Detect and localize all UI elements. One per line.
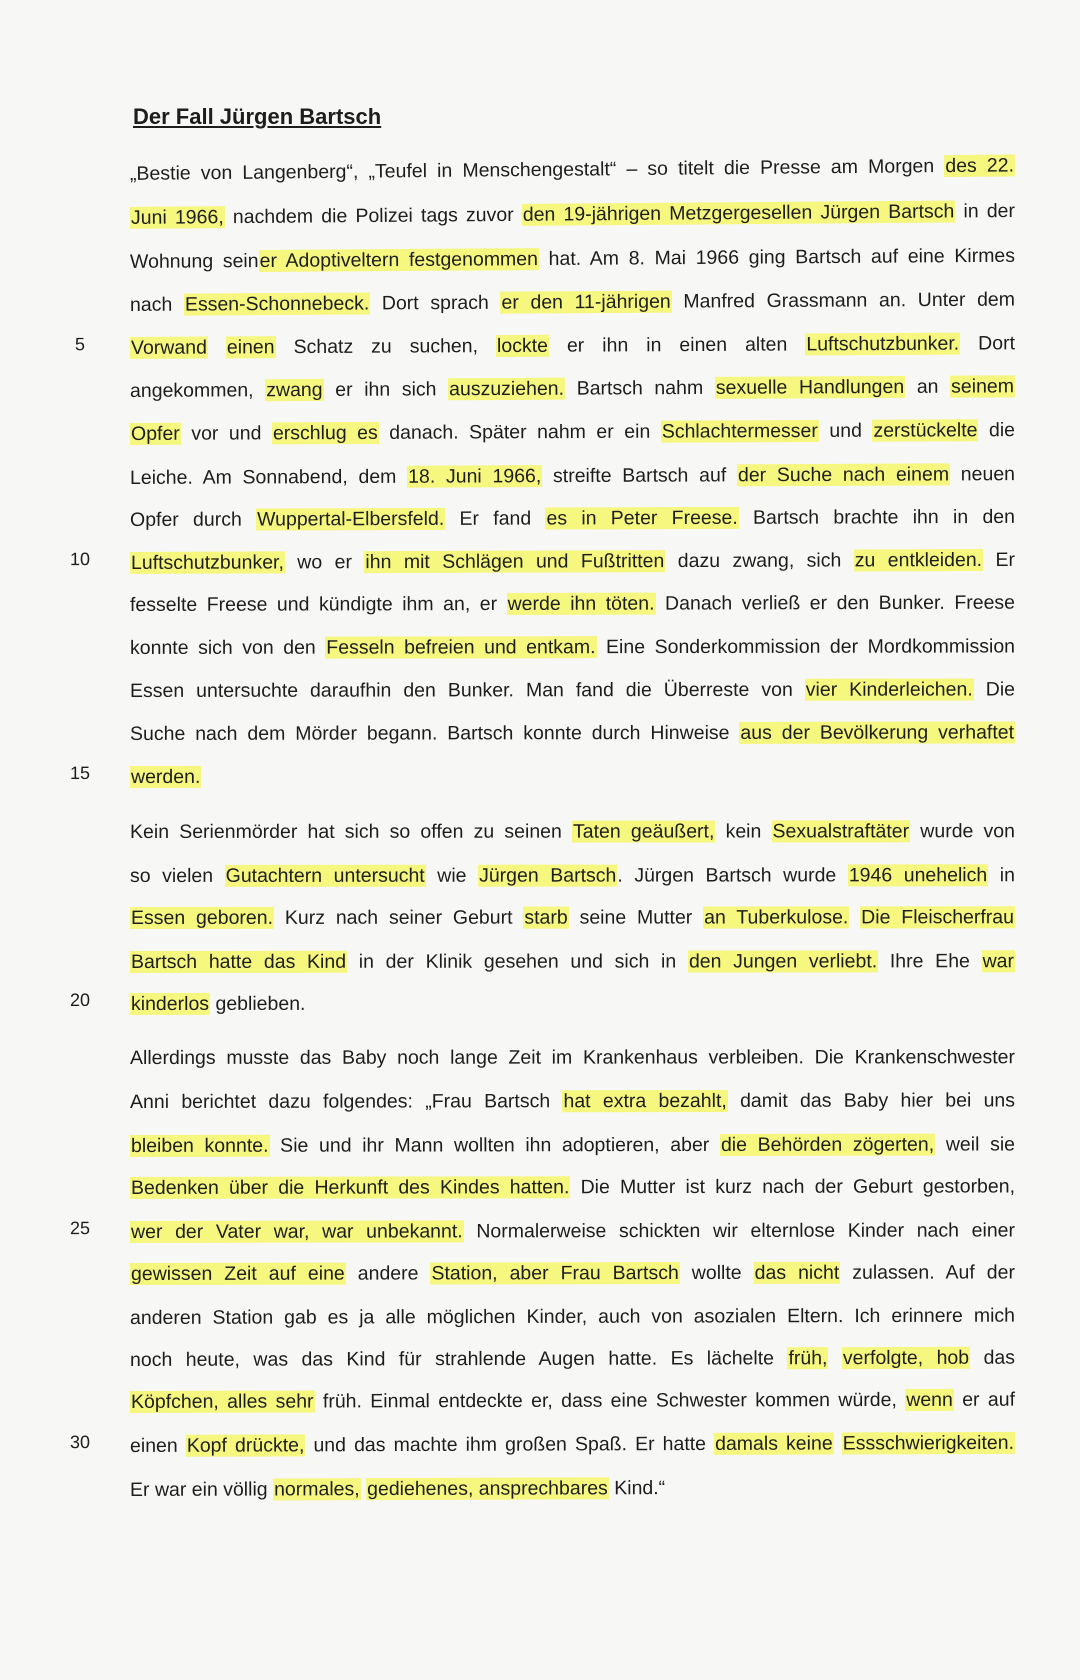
highlighter-mark: es in Peter Freese. — [546, 506, 738, 530]
line-text: Kein Serienmörder hat sich so offen zu seinen Taten geäußert, kein Sexualstraftäter wurde von — [129, 820, 1016, 843]
line-number: 10 — [69, 549, 91, 570]
text-line — [0, 1421, 1080, 1469]
highlighter-mark: früh, — [788, 1347, 828, 1370]
highlighter-mark: auszuziehen. — [449, 377, 565, 401]
line-text: Luftschutzbunker, wo er ihn mit Schlägen und Fußtritten dazu zwang, sich zu entkleiden. Er — [130, 548, 1016, 574]
highlighter-mark: den 19-jährigen Metzgergesellen Jürgen Bartsch — [522, 200, 955, 226]
line-text: Anni berichtet dazu folgendes: „Frau Bartsch hat extra bezahlt, damit das Baby hier bei uns — [129, 1089, 1016, 1113]
text-line — [0, 710, 1080, 756]
highlighter-mark: des 22. — [945, 154, 1015, 178]
text-line — [0, 1164, 1080, 1210]
line-number: 25 — [69, 1218, 91, 1239]
line-text: anderen Station gab es ja alle möglichen Kinder, auch von asozialen Eltern. Ich erinnere mich — [129, 1304, 1016, 1329]
text-line — [0, 538, 1080, 586]
highlighter-mark: Luftschutzbunker, — [130, 551, 284, 574]
highlighter-mark: Juni 1966, — [130, 206, 224, 229]
highlighter-mark: Wuppertal-Elbersfeld. — [257, 507, 445, 531]
highlighter-mark: kinderlos — [130, 992, 210, 1015]
text-line — [0, 495, 1080, 543]
text-line — [0, 452, 1080, 501]
text-line — [0, 1293, 1080, 1340]
highlighter-mark: Vorwand — [130, 336, 207, 359]
line-text: Juni 1966, nachdem die Polizei tags zuvor den 19-jährigen Metzgergesellen Jürgen Bartsch in der — [130, 199, 1016, 229]
highlighter-mark: der Suche nach einem — [737, 463, 950, 487]
text-line — [0, 1122, 1080, 1168]
highlighter-mark: Schlachtermesser — [661, 419, 818, 443]
line-number: 20 — [69, 990, 91, 1011]
line-text: Er war ein völlig normales, gediehenes, ansprechbares Kind.“ — [129, 1477, 666, 1501]
highlighter-mark: Gutachtern untersucht — [225, 864, 425, 887]
highlighter-mark: gediehenes, ansprechbares — [367, 1477, 608, 1501]
line-text: einen Kopf drückte, und das machte ihm großen Spaß. Er hatte damals keine Essschwierigkeiten. — [129, 1431, 1015, 1457]
line-text: Essen geboren. Kurz nach seiner Geburt starb seine Mutter an Tuberkulose. Die Fleischerfrau — [130, 906, 1014, 929]
highlighter-mark: lockte — [496, 334, 549, 358]
highlighter-mark: starb — [524, 906, 568, 929]
highlighter-mark: 18. Juni 1966, — [408, 465, 542, 488]
text-line — [0, 809, 1080, 854]
line-text: konnte sich von den Fesseln befreien und entkam. Eine Sonderkommission der Mordkommission — [129, 635, 1016, 659]
line-text: nach Essen-Schonnebeck. Dort sprach er den 11-jährigen Manfred Grassmann an. Unter dem — [129, 288, 1016, 316]
text-line — [0, 981, 1080, 1026]
text-line — [0, 1377, 1080, 1424]
highlighter-mark: zu entkleiden. — [854, 548, 983, 572]
highlighter-mark: Bartsch hatte das Kind — [130, 950, 347, 973]
text-line — [0, 1035, 1080, 1080]
text-line — [0, 321, 1080, 371]
highlighter-mark: Köpfchen, alles sehr — [130, 1390, 314, 1413]
document-title: Der Fall Jürgen Bartsch — [133, 104, 382, 129]
line-text: Bartsch hatte das Kind in der Klinik gesehen und sich in den Jungen verliebt. Ihre Ehe war — [130, 950, 1015, 973]
line-text: angekommen, zwang er ihn sich auszuziehen. Bartsch nahm sexuelle Handlungen an seinem — [129, 375, 1015, 402]
line-text: Vorwand einen Schatz zu suchen, lockte er ihn in einen alten Luftschutzbunker. Dort — [130, 332, 1016, 359]
line-text: wer der Vater war, war unbekannt. Normalerweise schickten wir elternlose Kinder nach einer — [130, 1219, 1016, 1243]
highlighter-mark: zwang — [266, 378, 323, 402]
line-text: bleiben konnte. Sie und ihr Mann wollten ihn adoptieren, aber die Behörden zögerten, weil sie — [130, 1133, 1016, 1157]
text-line — [0, 1208, 1080, 1254]
highlighter-mark: Fesseln befreien und entkam. — [326, 636, 596, 659]
line-text: Allerdings musste das Baby noch lange Zeit im Krankenhaus verbleiben. Die Krankenschwester — [129, 1046, 1016, 1069]
text-line — [0, 1465, 1080, 1513]
text-line — [0, 233, 1080, 285]
highlighter-mark: ihn mit Schlägen und Fußtritten — [365, 550, 665, 574]
text-line — [0, 939, 1080, 984]
line-text: Opfer vor und erschlug es danach. Später nahm er ein Schlachtermesser und zerstückelte die — [130, 419, 1016, 445]
highlighter-mark: Opfer — [130, 422, 180, 445]
highlighter-mark: Taten geäußert, — [573, 820, 715, 843]
line-number: 15 — [69, 763, 91, 784]
text-line — [0, 277, 1080, 328]
highlighter-mark: verfolgte, hob — [842, 1346, 970, 1370]
highlighter-mark: damals keine — [715, 1432, 833, 1455]
highlighter-mark: die Behörden zögerten, — [720, 1133, 935, 1156]
text-line — [0, 624, 1080, 670]
line-text: Essen untersuchte daraufhin den Bunker. Man fand die Überreste von vier Kinderleichen. Die — [129, 678, 1016, 702]
highlighter-mark: bleiben konnte. — [130, 1134, 269, 1157]
line-text: Köpfchen, alles sehr früh. Einmal entdeckte er, dass eine Schwester kommen würde, wenn er auf — [130, 1388, 1016, 1413]
line-text: so vielen Gutachtern untersucht wie Jürgen Bartsch. Jürgen Bartsch wurde 1946 unehelich in — [129, 864, 1015, 887]
text-line — [0, 408, 1080, 457]
text-line — [0, 754, 1080, 799]
highlighter-mark: Kopf drückte, — [186, 1434, 305, 1457]
text-line — [0, 895, 1080, 940]
highlighter-mark: werden. — [130, 765, 201, 788]
text-line — [0, 188, 1080, 240]
line-text: noch heute, was das Kind für strahlende Augen hatte. Es lächelte früh, verfolgte, hob das — [129, 1346, 1016, 1371]
highlighter-mark: Sexualstraftäter — [772, 820, 910, 843]
highlighter-mark: gewissen Zeit auf eine — [130, 1262, 345, 1285]
text-line — [0, 1335, 1080, 1382]
text-line — [0, 853, 1080, 898]
highlighter-mark: er Adoptiveltern festgenommen — [259, 248, 539, 273]
line-text: Leiche. Am Sonnabend, dem 18. Juni 1966, streifte Bartsch auf der Suche nach einem neuen — [129, 463, 1016, 489]
highlighter-mark: Essen geboren. — [130, 906, 274, 929]
highlighter-mark: wer der Vater war, war unbekannt. — [130, 1220, 463, 1243]
highlighter-mark: zerstückelte — [873, 419, 978, 442]
highlighter-mark: das nicht — [754, 1261, 840, 1284]
line-text: fesselte Freese und kündigte ihm an, er werde ihn töten. Danach verließ er den Bunker. Freese — [129, 591, 1016, 616]
line-text: Suche nach dem Mörder begann. Bartsch konnte durch Hinweise aus der Bevölkerung verhaftet — [129, 721, 1015, 745]
highlighter-mark: war — [982, 950, 1015, 973]
text-line — [0, 364, 1080, 414]
text-line — [0, 1078, 1080, 1124]
line-text: Bedenken über die Herkunft des Kindes hatten. Die Mutter ist kurz nach der Geburt gestorben, — [130, 1175, 1016, 1199]
line-text: „Bestie von Langenberg“, „Teufel in Menschengestalt“ – so titelt die Presse am Morgen des 22. — [129, 154, 1015, 185]
highlighter-mark: Essen-Schonnebeck. — [184, 292, 370, 316]
line-text: kinderlos geblieben. — [130, 992, 306, 1015]
highlighter-mark: Essschwierigkeiten. — [842, 1431, 1015, 1455]
highlighter-mark: seinem — [951, 375, 1015, 398]
highlighter-mark: Die Fleischerfrau — [861, 906, 1014, 929]
text-line — [0, 667, 1080, 713]
highlighter-mark: sexuelle Handlungen — [715, 375, 905, 399]
highlighter-mark: er den 11-jährigen — [501, 290, 671, 314]
highlighter-mark: erschlug es — [272, 421, 378, 445]
highlighter-mark: 1946 unehelich — [848, 864, 988, 887]
line-text: Wohnung seiner Adoptiveltern festgenommen hat. Am 8. Mai 1966 ging Bartsch auf eine Kirmes — [129, 244, 1016, 273]
line-text — [130, 762, 1015, 791]
line-number: 30 — [69, 1432, 91, 1453]
highlighter-mark: Station, aber Frau Bartsch — [431, 1262, 679, 1285]
text-line — [0, 1250, 1080, 1296]
highlighter-mark: den Jungen verliebt. — [688, 950, 878, 973]
highlighter-mark: werde ihn töten. — [507, 592, 655, 615]
line-text: gewissen Zeit auf eine andere Station, aber Frau Bartsch wollte das nicht zulassen. Auf der — [130, 1261, 1016, 1285]
highlighter-mark: Jürgen Bartsch — [479, 864, 617, 887]
line-number: 5 — [74, 334, 86, 355]
highlighter-mark: wenn — [906, 1388, 953, 1411]
highlighter-mark: Luftschutzbunker. — [806, 332, 960, 356]
highlighter-mark: hat extra bezahlt, — [563, 1089, 727, 1113]
line-text: Opfer durch Wuppertal-Elbersfeld. Er fand es in Peter Freese. Bartsch brachte ihn in den — [129, 505, 1016, 531]
highlighter-mark: normales, — [274, 1478, 360, 1501]
highlighter-mark: aus der Bevölkerung verhaftet — [740, 721, 1015, 744]
highlighter-mark: Bedenken über die Herkunft des Kindes hatten. — [130, 1176, 570, 1199]
highlighter-mark: an Tuberkulose. — [704, 906, 849, 929]
highlighter-mark: vier Kinderleichen. — [805, 678, 973, 701]
highlighter-mark: einen — [226, 336, 275, 359]
text-line — [0, 580, 1080, 627]
